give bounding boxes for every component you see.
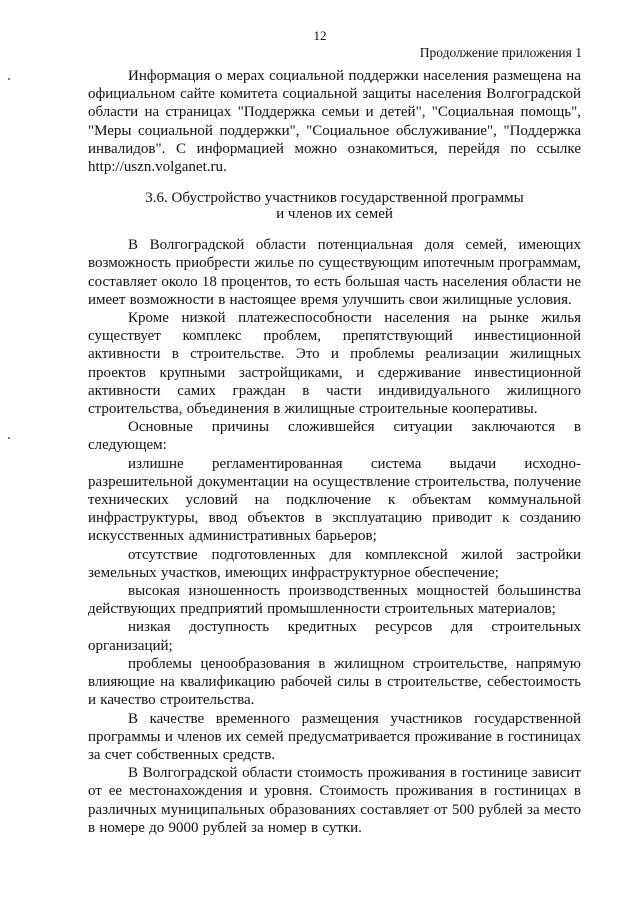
margin-mark <box>8 437 10 439</box>
section-heading-line-2: и членов их семей <box>276 206 393 223</box>
section-heading <box>88 190 581 222</box>
page-number: 12 <box>313 28 327 43</box>
section-heading-line-1: 3.6. Обустройство участников государственной программы <box>145 190 524 207</box>
margin-mark <box>8 78 10 80</box>
appendix-continuation-note: Продолжение приложения 1 <box>419 45 582 60</box>
body-paragraph: В Волгоградской области потенциальная доля семей, имеющих возможность приобрести жилье по существующим ипотечным программам, составляет около 18 процентов, то есть большая часть населения области не имеет возможности в настоящее время улучшить свои жилищные условия. <box>88 237 581 308</box>
intro-paragraph: Информация о мерах социальной поддержки населения размещена на официальном сайте комитета социальной защиты населения Волгоградской области на страницах "Поддержка семьи и детей", "Социальная помощь", "Меры социальной поддержки", "Социальное обслуживание", "Поддержка инвалидов". С информацией можно ознакомиться, перейдя по ссылке http://uszn.volganet.ru. <box>88 68 581 176</box>
body-paragraph: В качестве временного размещения участников государственной программы и членов их семей предусматривается проживание в гостиницах за счет собственных средств. <box>88 710 581 763</box>
document-body <box>88 67 581 837</box>
body-paragraph: Кроме низкой платежеспособности населения на рынке жилья существует комплекс проблем, препятствующий инвестиционной активности в строительстве. Это и проблемы реализации жилищных проектов крупными застройщиками, и сдерживание инвестиционной активности самих граждан в части индивидуального жилищного строительства, объединения в жилищные строительные кооперативы. <box>88 310 581 418</box>
list-item: низкая доступность кредитных ресурсов для строительных организаций; <box>88 619 581 654</box>
list-item: излишне регламентированная система выдачи исходно-разрешительной документации на осуществление строительства, получение технических условий на подключение к объектам коммунальной инфраструктуры, ввод объектов в эксплуатацию приводит к созданию искусственных административных барьеров; <box>88 455 581 545</box>
list-item: высокая изношенность производственных мощностей большинства действующих предприятий промышленности строительных материалов; <box>88 583 581 618</box>
body-paragraph: В Волгоградской области стоимость проживания в гостинице зависит от ее местонахождения и уровня. Стоимость проживания в гостиницах в различных муниципальных образованиях составляет от 500 рублей за место в номере до 9000 рублей за номер в сутки. <box>88 765 581 836</box>
list-item: проблемы ценообразования в жилищном строительстве, напрямую влияющие на квалификацию рабочей силы в строительстве, себестоимость и качество строительства. <box>88 655 581 709</box>
list-item: отсутствие подготовленных для комплексной жилой застройки земельных участков, имеющих инфраструктурное обеспечение; <box>88 546 581 581</box>
body-paragraph: Основные причины сложившейся ситуации заключаются в следующем: <box>88 419 581 454</box>
